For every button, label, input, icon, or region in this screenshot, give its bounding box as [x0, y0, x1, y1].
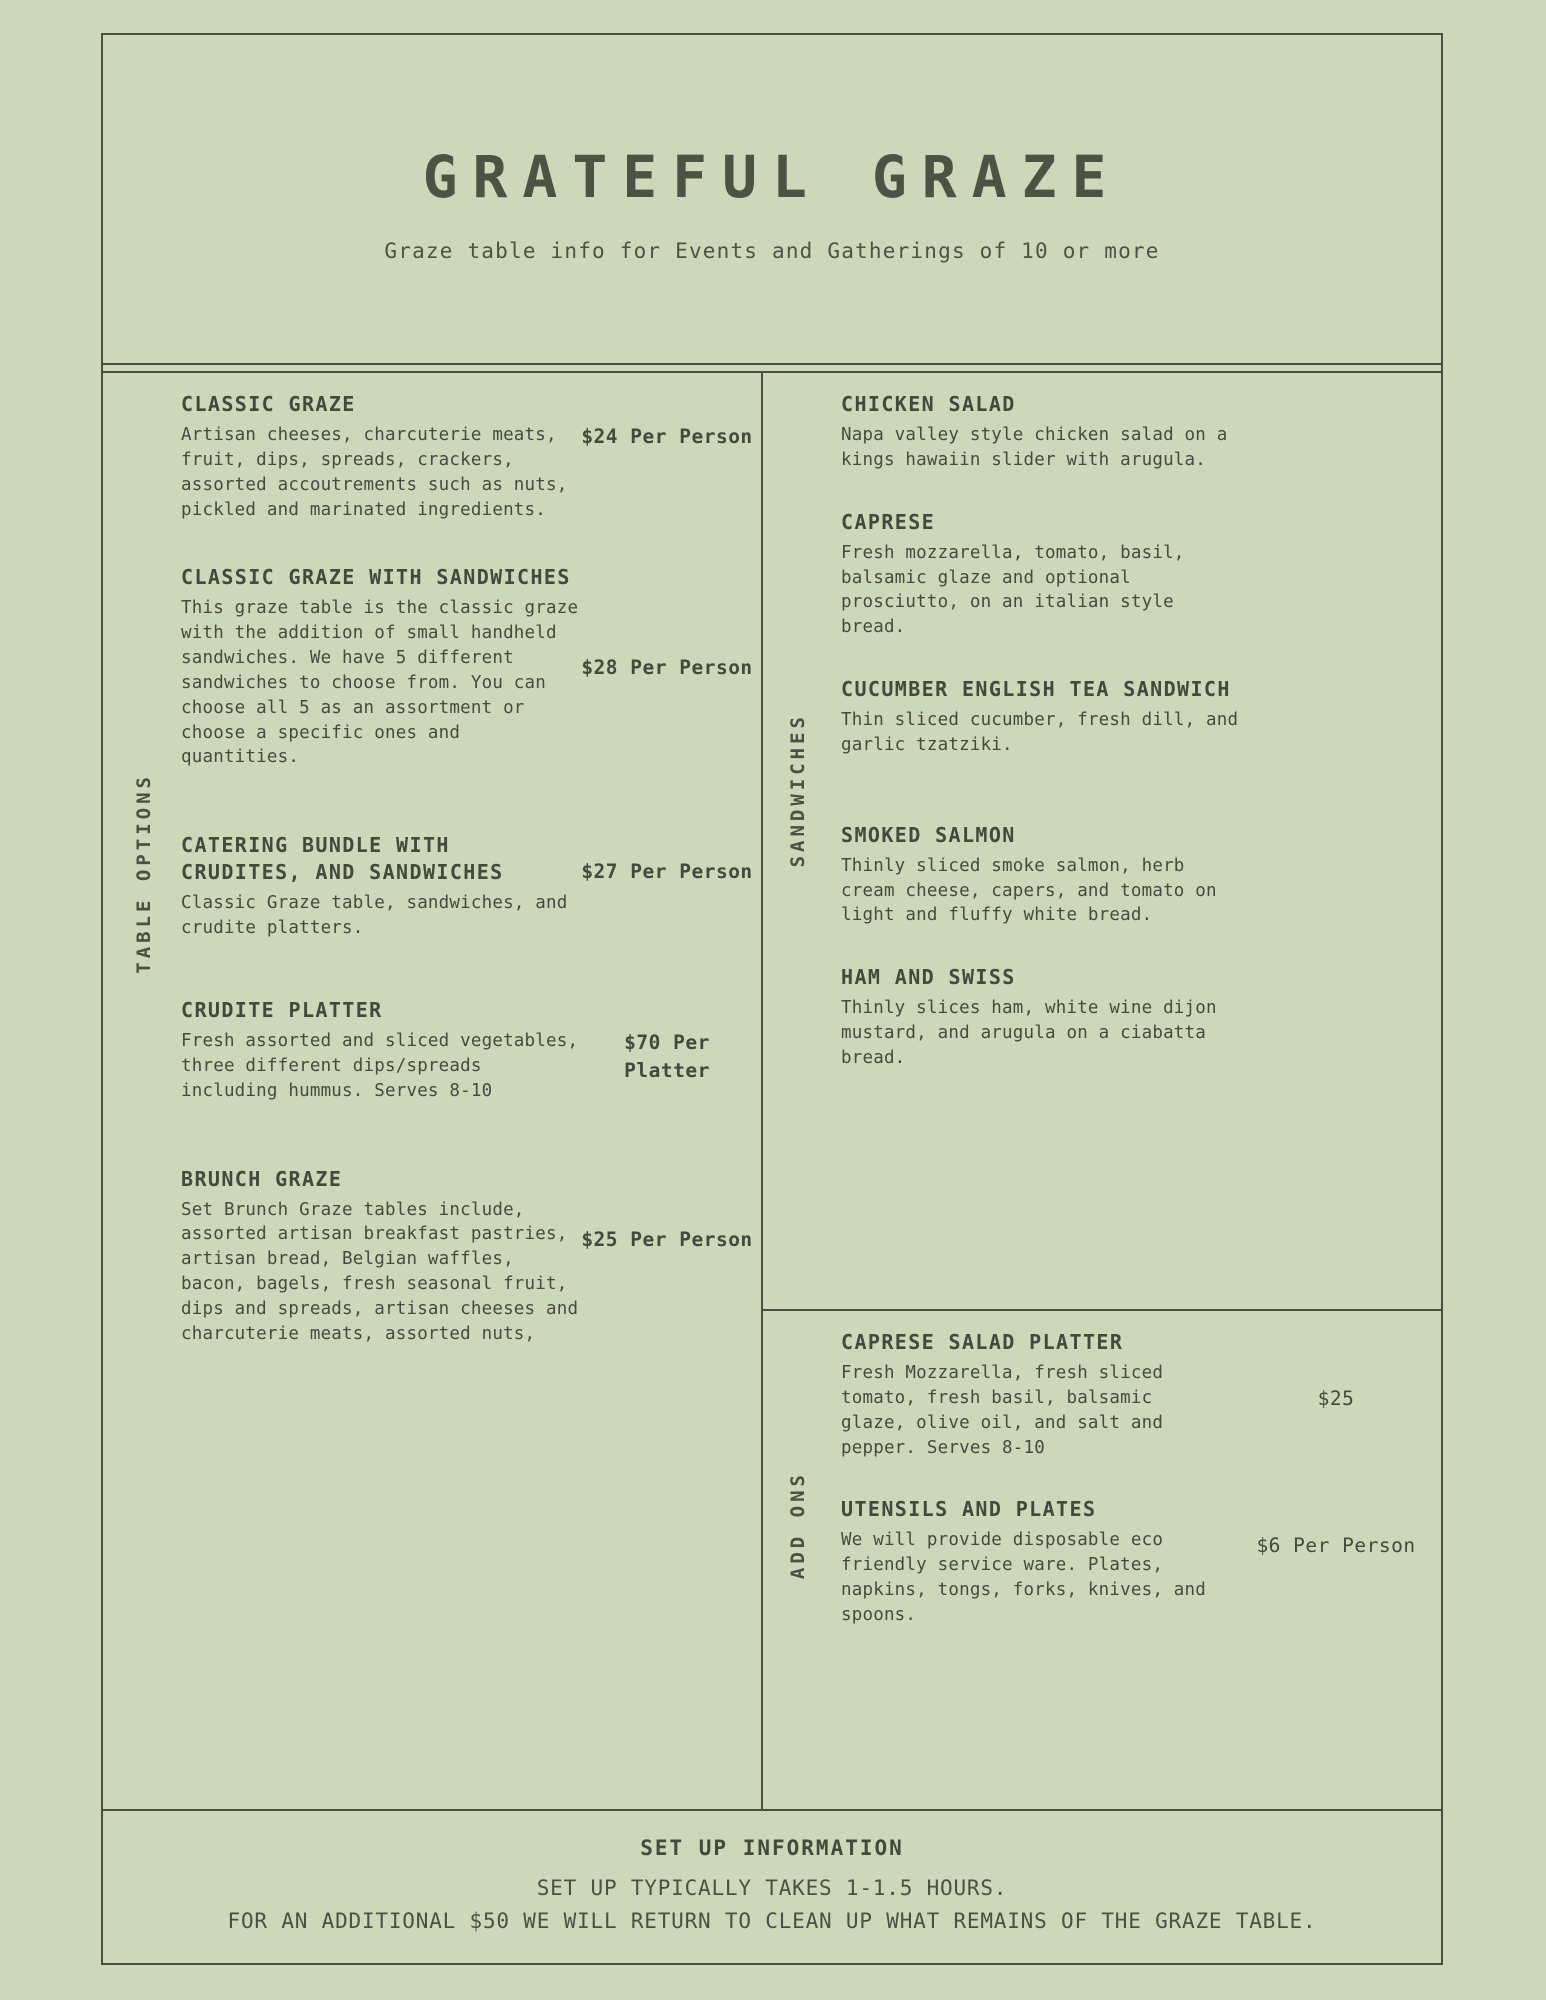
- page-title: GRATEFUL GRAZE: [422, 143, 1122, 211]
- page-subtitle: Graze table info for Events and Gatherings of 10 or more: [384, 239, 1160, 263]
- item-description: Classic Graze table, sandwiches, and crudite platters.: [181, 893, 568, 939]
- item-name: CUCUMBER ENGLISH TEA SANDWICH: [841, 677, 1231, 702]
- list-item: [181, 564, 753, 770]
- item-name: BRUNCH GRAZE: [181, 1166, 343, 1191]
- item-description: Napa valley style chicken salad on a kings hawaiin slider with arugula.: [841, 425, 1228, 470]
- item-price: $6 Per Person: [1256, 1534, 1416, 1558]
- item-description: Thin sliced cucumber, fresh dill, and garlic tzatziki.: [841, 710, 1239, 755]
- item-name: CHICKEN SALAD: [841, 392, 1016, 416]
- item-name: HAM AND SWISS: [841, 965, 1016, 990]
- item-description: Thinly slices ham, white wine dijon mustard, and arugula on a ciabatta bread.: [841, 998, 1217, 1068]
- list-item: [841, 391, 1401, 473]
- section-label-table-options: TABLE OPTIONS: [133, 773, 155, 974]
- item-name: UTENSILS AND PLATES: [841, 1497, 1097, 1522]
- footer-line-1: SET UP TYPICALLY TAKES 1-1.5 HOURS.: [536, 1876, 1008, 1901]
- list-item: [841, 1496, 1441, 1627]
- menu-page: [101, 33, 1443, 1965]
- section-label-sandwiches: SANDWICHES: [787, 713, 809, 868]
- list-item: [841, 676, 1401, 758]
- add-ons-list: [841, 1329, 1441, 1638]
- item-description: We will provide disposable eco friendly service ware. Plates, napkins, tongs, forks, knives, and spoons.: [841, 1530, 1207, 1625]
- item-name: SMOKED SALMON: [841, 822, 1016, 847]
- item-price: $24 Per Person: [581, 425, 753, 448]
- section-sandwiches: [763, 373, 1441, 1311]
- item-description: Fresh assorted and sliced vegetables, three different dips/spreads including hummus. Serves 8-10: [181, 1030, 579, 1101]
- table-options-list: [181, 391, 753, 1357]
- item-price: $27 Per Person: [581, 860, 753, 884]
- setup-information: [103, 1809, 1441, 1963]
- item-description: Fresh mozzarella, tomato, basil, balsamic glaze and optional prosciutto, on an italian style bread.: [841, 542, 1185, 638]
- item-price: $28 Per Person: [581, 656, 753, 680]
- list-item: [841, 964, 1401, 1071]
- item-name: CLASSIC GRAZE WITH SANDWICHES: [181, 565, 571, 590]
- item-description: Thinly sliced smoke salmon, herb cream cheese, capers, and tomato on light and fluffy white bread.: [841, 855, 1217, 926]
- item-name: CATERING BUNDLE WITH CRUDITES, AND SANDWICHES: [181, 833, 504, 885]
- list-item: [181, 1166, 753, 1347]
- item-name: CLASSIC GRAZE: [181, 392, 356, 416]
- list-item: [181, 391, 753, 522]
- item-name: CRUDITE PLATTER: [181, 997, 383, 1022]
- item-name: CAPRESE: [841, 509, 936, 534]
- item-price: $70 Per Platter: [624, 1030, 710, 1083]
- list-item: [841, 509, 1401, 640]
- footer-line-2: FOR AN ADDITIONAL $50 WE WILL RETURN TO CLEAN UP WHAT REMAINS OF THE GRAZE TABLE.: [227, 1909, 1317, 1933]
- item-description: Artisan cheeses, charcuterie meats, fruit, dips, spreads, crackers, assorted accoutrements such as nuts, pickled and marinated ingredients.: [181, 425, 568, 520]
- section-table-options: [103, 373, 763, 1811]
- section-add-ons: [763, 1311, 1441, 1811]
- right-column: [763, 373, 1441, 1811]
- sandwiches-list: [841, 391, 1401, 1081]
- list-item: [841, 1329, 1441, 1460]
- list-item: [181, 997, 753, 1104]
- item-name: CAPRESE SALAD PLATTER: [841, 1330, 1124, 1354]
- list-item: [181, 832, 753, 941]
- list-item: [841, 822, 1401, 929]
- item-description: This graze table is the classic graze with the addition of small handheld sandwiches. We have 5 different sandwiches to choose from. You can choose all 5 as an assortment or choose a specific ones and quantities.: [181, 598, 579, 768]
- item-price: $25: [1317, 1387, 1355, 1410]
- item-description: Fresh Mozzarella, fresh sliced tomato, fresh basil, balsamic glaze, olive oil, and salt and pepper. Serves 8-10: [841, 1363, 1164, 1458]
- menu-body: [103, 371, 1441, 1811]
- page-header: [103, 35, 1441, 365]
- section-label-add-ons: ADD ONS: [787, 1471, 809, 1580]
- item-price: $25 Per Person: [581, 1227, 753, 1251]
- footer-title: SET UP INFORMATION: [640, 1836, 904, 1861]
- item-description: Set Brunch Graze tables include, assorted artisan breakfast pastries, artisan bread, Belgian waffles, bacon, bagels, fresh seasonal fruit, dips and spreads, artisan cheeses and charcuterie meats, assorted nuts,: [181, 1199, 579, 1344]
